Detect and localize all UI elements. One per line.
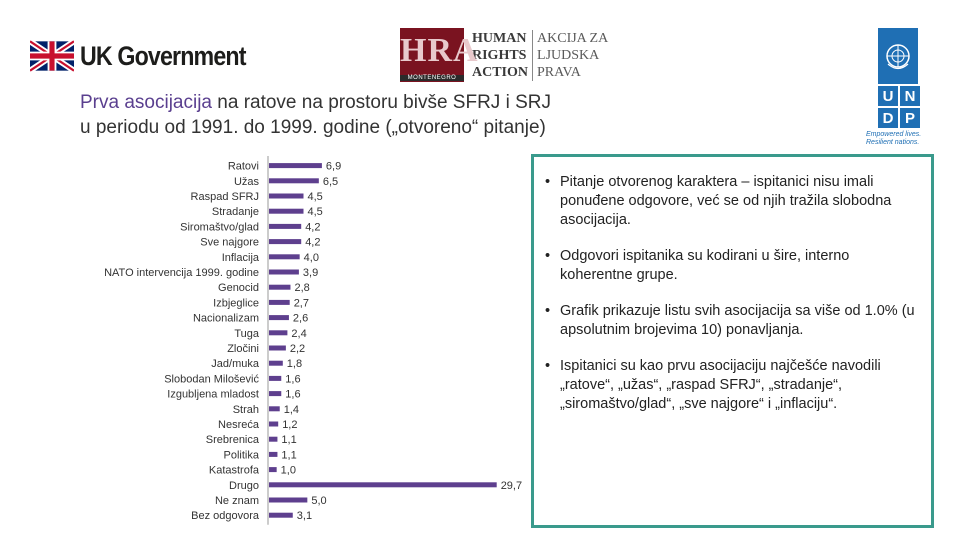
bar xyxy=(269,300,290,305)
bar xyxy=(269,498,307,503)
undp-letter: P xyxy=(900,108,920,128)
bar xyxy=(269,330,287,335)
value-label: 1,1 xyxy=(281,449,297,462)
category-label: Genocid xyxy=(218,282,259,295)
bar xyxy=(269,513,293,518)
hra-word: PRAVA xyxy=(537,64,581,80)
category-label: NATO intervencija 1999. godine xyxy=(104,267,259,279)
bar xyxy=(269,346,286,351)
value-label: 2,4 xyxy=(291,327,307,340)
category-label: Srebrenica xyxy=(205,434,259,447)
bar xyxy=(269,285,290,290)
value-label: 29,7 xyxy=(500,479,523,492)
category-label: Politika xyxy=(223,449,259,462)
uk-government-logo xyxy=(30,38,273,74)
category-label: Inflacija xyxy=(221,251,259,264)
bar xyxy=(269,467,277,472)
value-label: 3,1 xyxy=(296,510,313,523)
value-label: 3,9 xyxy=(302,267,319,279)
bar xyxy=(269,376,281,381)
notes-box xyxy=(531,154,934,528)
value-label: 1,1 xyxy=(281,434,297,447)
category-label: Bez odgovora xyxy=(191,510,259,523)
bar xyxy=(269,315,289,320)
hra-emblem xyxy=(400,28,479,82)
undp-logo xyxy=(866,28,934,147)
note-item: • Pitanje otvorenog karaktera – ispitanici nisu imali ponuđene odgovore, već se od njih tražila slobodna asocijacija. xyxy=(542,173,919,230)
bar-chart xyxy=(0,155,530,530)
bar xyxy=(269,391,281,396)
hra-word: AKCIJA ZA xyxy=(537,30,609,46)
value-label: 1,2 xyxy=(282,419,298,431)
note-item: • Grafik prikazuje listu svih asocijacija sa više od 1.0% (u apsolutnim brojevima 10) ponavljanja. xyxy=(542,302,919,340)
value-label: 1,6 xyxy=(285,373,301,386)
value-label: 5,0 xyxy=(311,495,327,507)
hra-word: LJUDSKA xyxy=(537,47,600,63)
category-label: Sve najgore xyxy=(200,236,259,249)
title-accent: Prva asocijacija xyxy=(80,92,212,113)
union-jack-icon xyxy=(30,38,74,74)
category-label: Izbjeglice xyxy=(213,297,259,310)
value-label: 2,6 xyxy=(292,312,309,325)
value-label: 2,7 xyxy=(293,297,309,310)
category-label: Strah xyxy=(232,403,259,416)
category-label: Siromaštvo/glad xyxy=(180,221,259,234)
hra-word: HUMAN xyxy=(472,30,527,46)
category-label: Užas xyxy=(233,175,259,188)
hra-letters: HRA xyxy=(400,32,479,69)
category-label: Katastrofa xyxy=(208,464,259,477)
value-label: 1,8 xyxy=(286,358,303,371)
note-item: • Ispitanici su kao prvu asocijaciju najčešće navodili „ratove“, „užas“, „raspad SFRJ“, „stradanje“, „siromaštvo/glad“, „sve najgore“ i „inflaciju“. xyxy=(542,357,919,414)
value-label: 2,8 xyxy=(294,282,310,295)
category-label: Nesreća xyxy=(218,419,259,431)
value-label: 1,0 xyxy=(280,464,296,477)
value-label: 4,5 xyxy=(307,191,323,203)
value-label: 1,4 xyxy=(283,403,300,416)
hra-word: ACTION xyxy=(472,64,529,80)
bar xyxy=(269,194,304,199)
value-label: 4,2 xyxy=(305,236,321,249)
bar xyxy=(269,482,497,487)
undp-letter: N xyxy=(900,86,920,106)
undp-letter: U xyxy=(878,86,898,106)
category-label: Izgubljena mladost xyxy=(167,388,259,401)
category-label: Nacionalizam xyxy=(192,312,259,325)
category-label: Ratovi xyxy=(227,160,259,173)
category-label: Stradanje xyxy=(211,206,259,219)
title-line1: na ratove na prostoru bivše SFRJ i SRJ xyxy=(212,92,551,113)
category-label: Jad/muka xyxy=(211,358,259,371)
bar xyxy=(269,270,299,275)
value-label: 1,6 xyxy=(285,388,301,401)
bar xyxy=(269,422,278,427)
category-label: Raspad SFRJ xyxy=(190,191,259,203)
bar xyxy=(269,224,301,229)
hra-subtitle: MONTENEGRO xyxy=(400,75,464,81)
value-label: 4,0 xyxy=(303,251,319,264)
uk-government-text: UK Government xyxy=(80,40,246,71)
value-label: 2,2 xyxy=(289,343,306,355)
bar xyxy=(269,452,277,457)
bar xyxy=(269,406,280,411)
title-line2: u periodu od 1991. do 1999. godine („otvoreno“ pitanje) xyxy=(80,117,546,138)
bar xyxy=(269,239,301,244)
category-label: Ne znam xyxy=(214,495,259,507)
bar xyxy=(269,163,322,168)
undp-tagline: Resilient nations. xyxy=(866,139,920,146)
value-label: 4,2 xyxy=(305,221,321,234)
category-label: Tuga xyxy=(234,327,259,340)
bar xyxy=(269,209,304,214)
category-label: Zločini xyxy=(227,343,259,355)
undp-letter: D xyxy=(878,108,898,128)
hra-logo xyxy=(400,28,612,82)
value-label: 6,9 xyxy=(325,160,342,173)
category-label: Slobodan Milošević xyxy=(164,373,259,386)
bar xyxy=(269,254,300,259)
undp-tagline: Empowered lives. xyxy=(866,131,922,138)
note-item: • Odgovori ispitanika su kodirani u šire, interno koherentne grupe. xyxy=(542,247,919,285)
bar xyxy=(269,437,277,442)
un-emblem-icon xyxy=(878,28,918,84)
value-label: 4,5 xyxy=(307,206,323,219)
category-label: Drugo xyxy=(229,479,259,492)
slide-title xyxy=(80,90,551,140)
value-label: 6,5 xyxy=(322,175,339,188)
bar xyxy=(269,361,283,366)
bar xyxy=(269,178,319,183)
hra-word: RIGHTS xyxy=(472,47,527,63)
